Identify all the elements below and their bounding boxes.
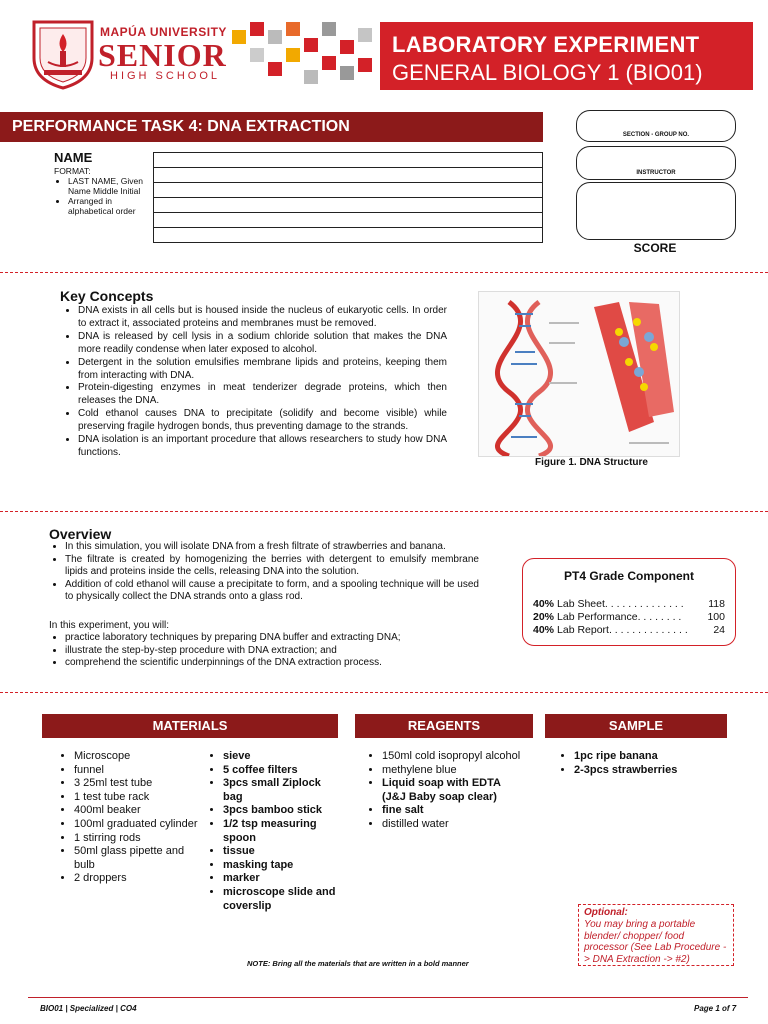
grade-leader-dots: . . . . . . . . . . . . . .	[608, 624, 688, 636]
lab-experiment-banner	[380, 22, 753, 90]
score-label: SCORE	[633, 241, 677, 255]
name-line[interactable]	[153, 182, 543, 197]
sample-header: SAMPLE	[545, 714, 727, 738]
list-item: • 2-3pcs strawberries	[574, 764, 728, 778]
grade-component-box	[522, 558, 736, 646]
name-line[interactable]	[153, 227, 543, 243]
list-item: • DNA isolation is an important procedure that allows researchers to study how DNA functions.	[78, 434, 447, 460]
figure-caption: Figure 1. DNA Structure	[535, 457, 648, 468]
list-item: • comprehend the scientific underpinnings of the DNA extraction process.	[65, 657, 479, 670]
dna-structure-figure	[478, 291, 680, 457]
list-item: • 400ml beaker	[74, 804, 198, 818]
list-item: • tissue	[223, 845, 342, 859]
grade-leader-dots: . . . . . . . .	[637, 611, 682, 623]
list-item: • 1/2 tsp measuring spoon	[223, 818, 342, 845]
overview-heading: Overview	[49, 526, 112, 542]
page-title: PERFORMANCE TASK 4: DNA EXTRACTION	[0, 112, 543, 142]
section-group-label: SECTION - GROUP NO.	[622, 132, 690, 138]
list-item: • In this simulation, you will isolate DNA from a fresh filtrate of strawberries and banana.	[65, 541, 479, 554]
list-item: • Protein-digesting enzymes in meat tenderizer degrade proteins, which then releases the DNA.	[78, 382, 447, 408]
list-item: • 3pcs bamboo stick	[223, 804, 342, 818]
name-line[interactable]	[153, 167, 543, 182]
name-line[interactable]	[153, 197, 543, 212]
grade-points: 118	[708, 598, 725, 610]
objectives-intro: In this experiment, you will:	[49, 620, 170, 631]
grade-percent: 40%	[533, 598, 555, 610]
list-item: • Detergent in the solution emulsifies membrane lipids and proteins, keeping them from interacting with DNA.	[78, 357, 447, 383]
instructor-box[interactable]	[576, 146, 736, 180]
list-item: • masking tape	[223, 859, 342, 873]
grade-label: Lab Performance	[557, 611, 638, 623]
list-item: • Liquid soap with EDTA (J&J Baby soap clear)	[382, 777, 526, 804]
format-label: FORMAT:	[54, 166, 91, 176]
materials-list-col1	[58, 750, 198, 886]
section-group-box[interactable]	[576, 110, 736, 142]
materials-header: MATERIALS	[42, 714, 338, 738]
name-entry-lines	[153, 152, 543, 243]
footer-course-code: BIO01 | Specialized | CO4	[40, 1004, 137, 1013]
list-item: • sieve	[223, 750, 342, 764]
section-divider	[0, 272, 768, 273]
grade-label: Lab Report	[557, 624, 609, 636]
reagents-header: REAGENTS	[355, 714, 533, 738]
list-item: • 3 25ml test tube	[74, 777, 198, 791]
grade-points: 24	[713, 624, 725, 636]
instructor-label: INSTRUCTOR	[636, 170, 676, 176]
name-line[interactable]	[153, 212, 543, 227]
section-divider	[0, 692, 768, 693]
list-item: • funnel	[74, 764, 198, 778]
bold-materials-note: NOTE: Bring all the materials that are written in a bold manner	[247, 959, 469, 968]
objectives-list	[49, 632, 479, 670]
list-item: • 150ml cold isopropyl alcohol	[382, 750, 526, 764]
list-item: • 5 coffee filters	[223, 764, 342, 778]
sample-list	[558, 750, 728, 777]
grade-row	[533, 624, 725, 636]
high-school-wordmark: HIGH SCHOOL	[110, 70, 221, 82]
university-shield-logo	[30, 18, 96, 90]
grade-points: 100	[707, 611, 725, 623]
senior-wordmark: SENIOR	[98, 37, 227, 73]
list-item: • 100ml graduated cylinder	[74, 818, 198, 832]
footer-divider	[28, 997, 748, 998]
list-item: • DNA is released by cell lysis in a sodium chloride solution that makes the DNA more readily condense when later exposed to alcohol.	[78, 331, 447, 357]
grade-percent: 40%	[533, 624, 555, 636]
list-item: • The filtrate is created by homogenizing the berries with detergent to emulsify membrane lipids and proteins inside the cells, releasing DNA into the solution.	[65, 554, 479, 579]
page-number: Page 1 of 7	[694, 1004, 737, 1013]
list-item: • Microscope	[74, 750, 198, 764]
list-item: • 1 stirring rods	[74, 832, 198, 846]
optional-label: Optional:	[584, 907, 628, 918]
dna-helix-illustration	[479, 292, 679, 456]
list-item: • DNA exists in all cells but is housed inside the nucleus of eukaryotic cells. In order to extract it, associated proteins and membranes must be removed.	[78, 305, 447, 331]
key-concepts-list	[62, 305, 447, 460]
key-concepts-heading: Key Concepts	[60, 288, 154, 304]
list-item: • fine salt	[382, 804, 526, 818]
name-label: NAME	[54, 150, 93, 165]
reagents-list	[366, 750, 526, 832]
list-item: • methylene blue	[382, 764, 526, 778]
grade-row	[533, 598, 725, 610]
list-item: • illustrate the step-by-step procedure with DNA extraction; and	[65, 645, 479, 658]
list-item: • Cold ethanol causes DNA to precipitate (solidify and become visible) while preserving fragile hydrogen bonds, thus preventing damage to the strands.	[78, 408, 447, 434]
list-item: • 3pcs small Ziplock bag	[223, 777, 342, 804]
grade-component-title: PT4 Grade Component	[563, 569, 694, 583]
score-box[interactable]	[576, 182, 736, 240]
banner-subtitle: GENERAL BIOLOGY 1 (BIO01)	[392, 60, 703, 85]
list-item: • Addition of cold ethanol will cause a precipitate to form, and a spooling technique will be used to physically collect the DNA strands onto a glass rod.	[65, 579, 479, 604]
list-item: • 1pc ripe banana	[574, 750, 728, 764]
grade-label: Lab Sheet	[557, 598, 605, 610]
optional-text: You may bring a portable blender/ chopper/ food processor (See Lab Procedure -> DNA Extraction -> #2)	[584, 918, 727, 966]
list-item: • distilled water	[382, 818, 526, 832]
format-item: • LAST NAME, Given Name Middle Initial	[68, 176, 154, 196]
grade-leader-dots: . . . . . . . . . . . . . .	[604, 598, 684, 610]
section-divider	[0, 511, 768, 512]
overview-list	[49, 541, 479, 604]
list-item: • 1 test tube rack	[74, 791, 198, 805]
list-item: • 50ml glass pipette and bulb	[74, 845, 198, 872]
grade-percent: 20%	[533, 611, 555, 623]
materials-list-col2	[207, 750, 342, 913]
grade-row	[533, 611, 725, 623]
name-format-instructions	[54, 166, 154, 216]
name-line[interactable]	[153, 152, 543, 167]
banner-title: LABORATORY EXPERIMENT	[392, 32, 700, 57]
list-item: • 2 droppers	[74, 872, 198, 886]
optional-note-box	[578, 904, 734, 966]
list-item: • practice laboratory techniques by preparing DNA buffer and extracting DNA;	[65, 632, 479, 645]
format-item: • Arranged in alphabetical order	[68, 196, 154, 216]
list-item: • microscope slide and coverslip	[223, 886, 342, 913]
university-name: MAPÚA UNIVERSITY	[100, 25, 227, 39]
list-item: • marker	[223, 872, 342, 886]
